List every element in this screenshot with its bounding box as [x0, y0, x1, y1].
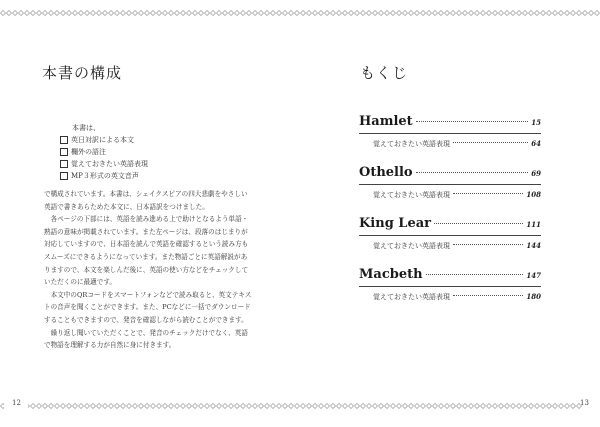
feature-label: MP３形式の英文音声 — [71, 172, 139, 180]
checkbox-icon — [60, 136, 68, 144]
dot-leader — [434, 223, 523, 224]
right-page — [300, 0, 600, 427]
checkbox-icon — [60, 172, 68, 180]
divider — [359, 235, 541, 236]
dot-leader — [426, 274, 524, 275]
page-heading: もくじ — [360, 64, 409, 82]
toc-title: Othello — [359, 165, 413, 180]
feature-label: 英日対訳による本文 — [71, 136, 134, 144]
toc-entry — [359, 267, 541, 304]
divider — [359, 133, 541, 134]
divider — [359, 286, 541, 287]
paragraph: 各ページの下部には、英語を読み進める上で助けとなるよう単語・熟語の意味が掲載されています。また左ページは、段落のはじまりが対応していますので、日本語を読んで英語を確認するという読み方もスムーズにできるようになっています。また物語ごとに英語解説がありますので、本文を楽しんだ後に、英語の使い方などをチェックしていただくのに最適です。 — [44, 215, 249, 287]
toc-page-number: 15 — [531, 118, 541, 127]
dot-leader — [453, 244, 523, 245]
feature-label: 欄外の語注 — [71, 148, 106, 156]
toc-subtitle: 覚えておきたい英語表現 — [373, 242, 450, 250]
toc-subtitle: 覚えておきたい英語表現 — [373, 191, 450, 199]
body-text — [44, 188, 252, 352]
paragraph: で構成されています。本書は、シェイクスピアの四大悲劇をやさしい英語で書きあらためた本文に、日本語訳をつけました。 — [44, 190, 248, 211]
toc-entry — [359, 165, 541, 202]
toc-subtitle: 覚えておきたい英語表現 — [373, 293, 450, 301]
feature-list — [60, 134, 148, 182]
toc-title: Hamlet — [359, 114, 413, 129]
page-number: 12 — [12, 399, 21, 407]
dot-leader — [453, 142, 528, 143]
feature-item — [60, 170, 148, 182]
toc-page-number: 69 — [531, 169, 541, 178]
checkbox-icon — [60, 160, 68, 168]
checkbox-icon — [60, 148, 68, 156]
page-heading: 本書の構成 — [42, 64, 123, 82]
page-number: 13 — [580, 399, 589, 407]
toc-subtitle: 覚えておきたい英語表現 — [373, 140, 450, 148]
feature-item — [60, 146, 148, 158]
paragraph: 繰り返し聞いていただくことで、発音のチェックだけでなく、英語で物語を理解する力が自然に身に付きます。 — [44, 328, 248, 350]
table-of-contents — [359, 114, 541, 304]
dot-leader — [453, 193, 523, 194]
toc-page-number: 111 — [526, 220, 541, 229]
toc-entry — [359, 114, 541, 151]
toc-page-number: 64 — [531, 139, 541, 148]
feature-label: 覚えておきたい英語表現 — [71, 160, 148, 168]
dot-leader — [453, 295, 523, 296]
intro-text: 本書は、 — [72, 124, 100, 132]
toc-page-number: 147 — [526, 271, 541, 280]
toc-page-number: 144 — [526, 241, 541, 250]
feature-item — [60, 158, 148, 170]
feature-item — [60, 134, 148, 146]
divider — [359, 184, 541, 185]
toc-entry — [359, 216, 541, 253]
toc-page-number: 108 — [526, 190, 541, 199]
toc-page-number: 180 — [526, 292, 541, 301]
toc-title: King Lear — [359, 216, 431, 231]
dot-leader — [416, 172, 529, 173]
paragraph: 本文中のQRコードをスマートフォンなどで読み取ると、英文テキストの音声を聞くことができます。また、PCなどに一括でダウンロードすることもできますので、発音を確認しながら読むことができます。 — [44, 290, 252, 324]
toc-title: Macbeth — [359, 267, 423, 282]
dot-leader — [416, 121, 529, 122]
